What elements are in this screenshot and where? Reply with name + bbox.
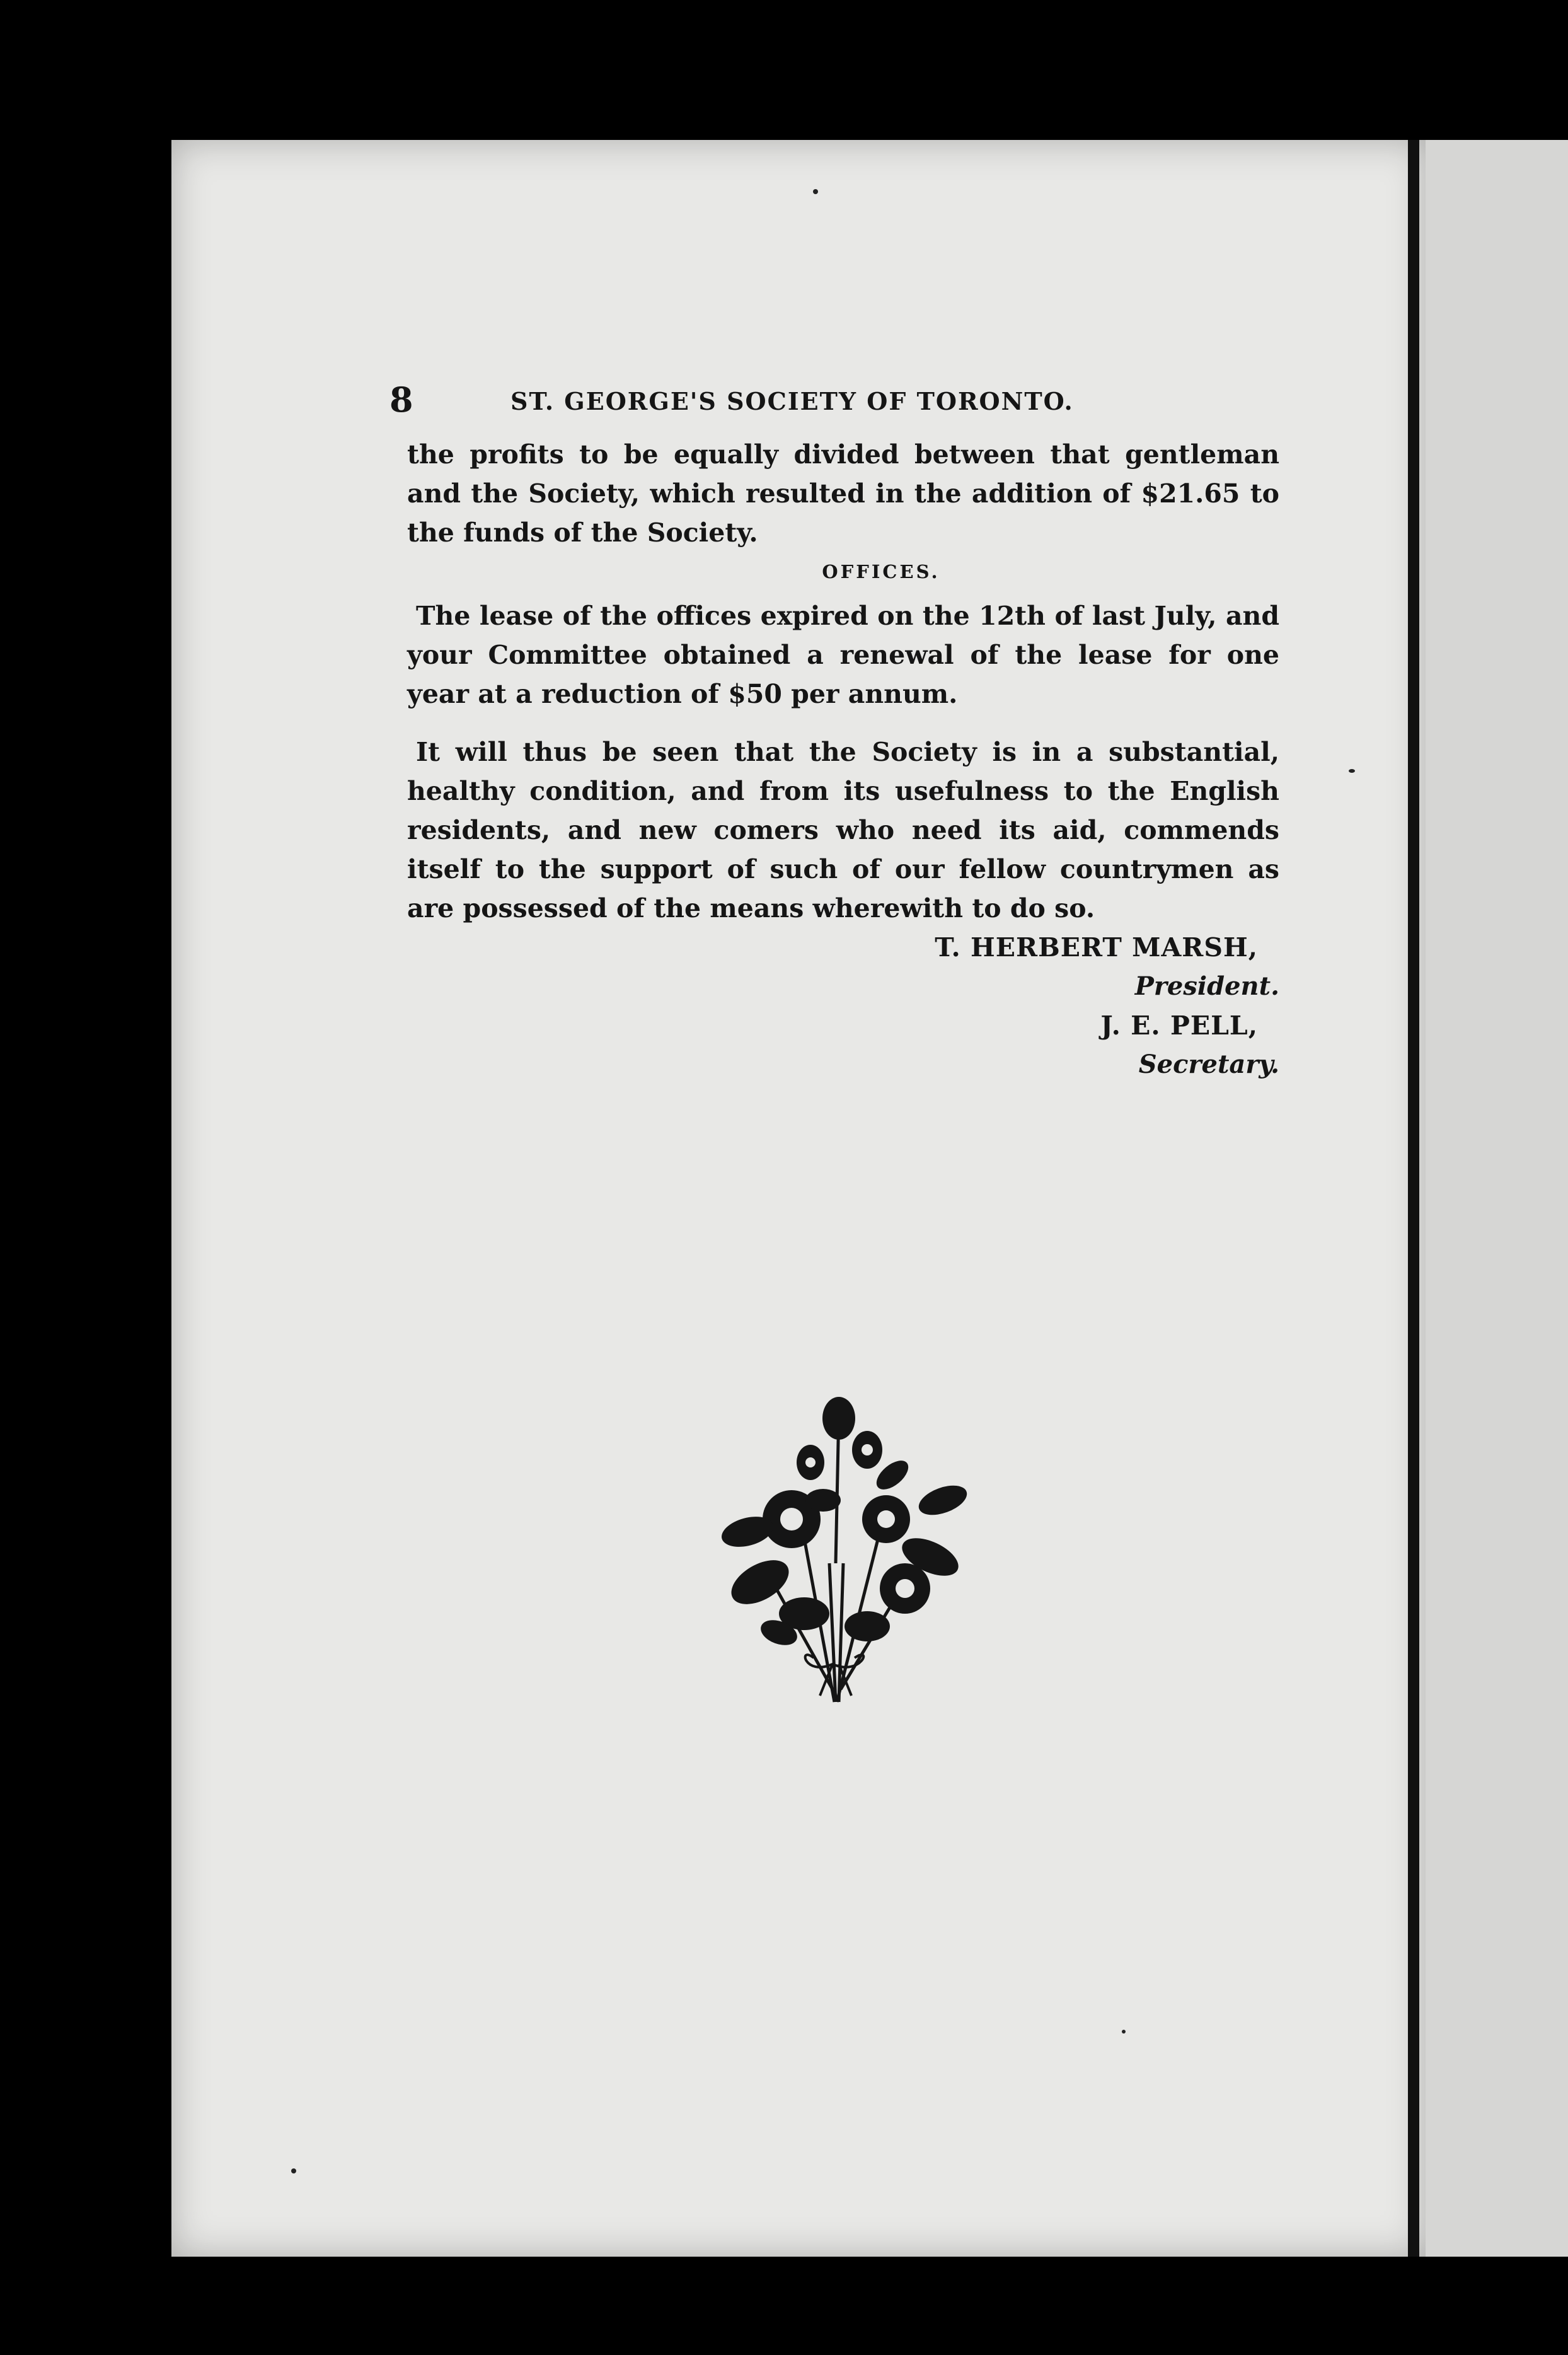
section-heading-offices: OFFICES. xyxy=(822,561,940,582)
secretary-title: Secretary. xyxy=(1138,1050,1279,1079)
scan-speck xyxy=(1349,769,1355,773)
running-title: ST. GEORGE'S SOCIETY OF TORONTO. xyxy=(510,387,1074,415)
scan-speck xyxy=(813,189,818,194)
page-number: 8 xyxy=(389,379,415,420)
paragraph-profits: the profits to be equally divided between that gentleman and the Society, which resulted in the addition of $21.65 to the funds of the Society. xyxy=(407,439,1279,548)
flower-bouquet-icon xyxy=(678,1374,993,1715)
signature-block xyxy=(407,928,1279,1084)
paragraph-lease: The lease of the offices expired on the 12th of last July, and your Committee obtained a renewal of the lease for one year at a reduction of $50 per annum. xyxy=(407,601,1279,709)
president-title: President. xyxy=(1134,971,1279,1001)
scan-speck xyxy=(291,2168,296,2173)
page-text xyxy=(389,378,1279,1084)
page-gutter-edge xyxy=(1408,140,1419,2257)
scan-speck xyxy=(1122,2030,1126,2034)
paragraph-conclusion: It will thus be seen that the Society is in a substantial, healthy condition, and from its usefulness to the English residents, and new comers who need its aid, commends itself to the support of such of our fellow countrymen as are possessed of the means wherewith to do so. xyxy=(407,737,1279,923)
secretary-name: J. E. PELL, xyxy=(1100,1010,1258,1041)
adjacent-page-edge xyxy=(1426,140,1568,2257)
running-header xyxy=(389,378,1279,435)
president-name: T. HERBERT MARSH, xyxy=(935,932,1258,963)
